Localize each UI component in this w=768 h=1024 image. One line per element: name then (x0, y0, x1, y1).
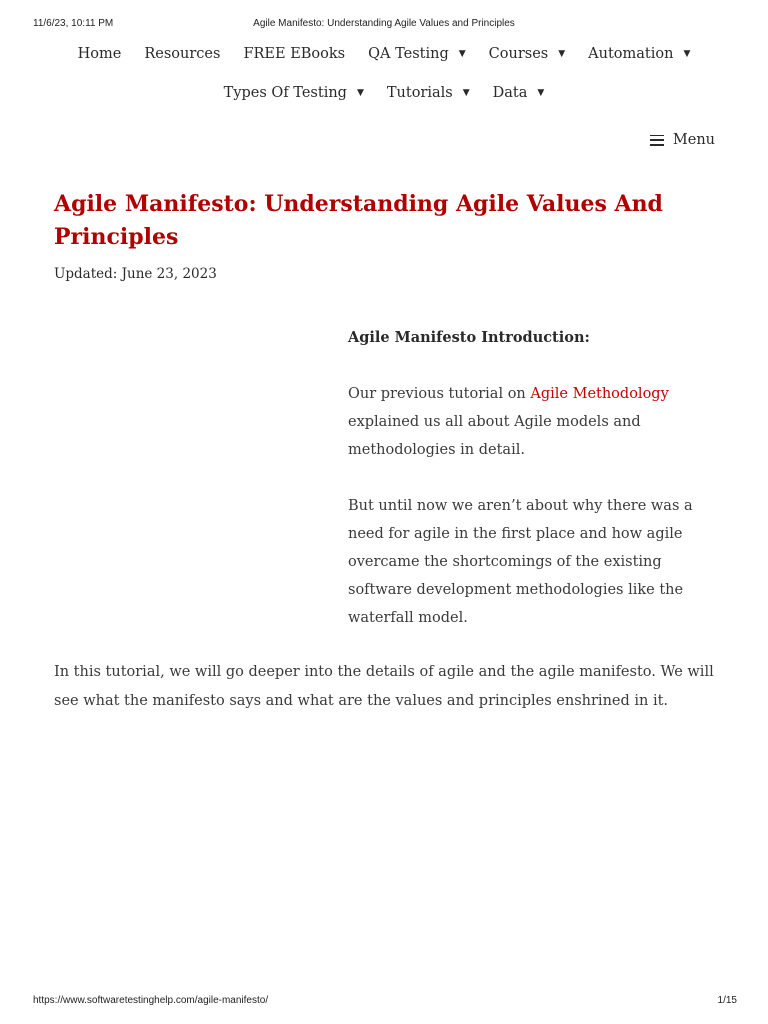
nav-item-label: FREE EBooks (243, 46, 346, 62)
nav-item-data[interactable] (493, 85, 545, 101)
nav-item-label: Types Of Testing (223, 85, 347, 101)
primary-nav-row-1 (0, 46, 768, 62)
intro-paragraph-1 (348, 380, 708, 464)
updated-date: Updated: June 23, 2023 (54, 266, 217, 282)
nav-item-automation[interactable] (588, 46, 690, 62)
caret-down-icon: ▼ (683, 49, 691, 59)
nav-item-resources[interactable] (144, 46, 220, 62)
print-datetime: 11/6/23, 10:11 PM (33, 18, 114, 29)
nav-item-label: Automation (588, 46, 674, 62)
caret-down-icon: ▼ (458, 49, 466, 59)
menu-toggle-label: Menu (672, 132, 715, 148)
intro-text-before-link: Our previous tutorial on (348, 386, 531, 402)
caret-down-icon: ▼ (558, 49, 566, 59)
article-paragraph: In this tutorial, we will go deeper into the details of agile and the agile manifesto. We will see what the manifesto says and what are the values and principles enshrined in it. (54, 664, 714, 709)
nav-item-label: Data (492, 85, 528, 101)
print-page-number: 1/15 (717, 995, 737, 1006)
print-doc-title: Agile Manifesto: Understanding Agile Values and Principles (253, 18, 515, 29)
nav-item-label: Tutorials (386, 85, 453, 101)
hamburger-icon (650, 135, 664, 146)
caret-down-icon: ▼ (356, 88, 364, 98)
print-url: https://www.softwaretestinghelp.com/agile-manifesto/ (33, 995, 269, 1006)
caret-down-icon: ▼ (462, 88, 470, 98)
print-header (0, 18, 768, 32)
nav-item-label: QA Testing (368, 46, 449, 62)
intro-text-after-link: explained us all about Agile models and methodologies in detail. (348, 414, 641, 458)
nav-item-courses[interactable] (489, 46, 565, 62)
agile-methodology-link[interactable]: Agile Methodology (530, 386, 669, 402)
nav-item-label: Home (77, 46, 122, 62)
nav-item-label: Courses (488, 46, 549, 62)
nav-item-qa-testing[interactable] (368, 46, 466, 62)
nav-item-home[interactable] (78, 46, 122, 62)
intro-column (348, 324, 708, 660)
caret-down-icon: ▼ (537, 88, 545, 98)
nav-item-label: Resources (144, 46, 221, 62)
nav-item-types-of-testing[interactable] (224, 85, 364, 101)
page-title: Agile Manifesto: Understanding Agile Values And Principles (54, 191, 663, 250)
nav-item-free-ebooks[interactable] (243, 46, 345, 62)
intro-paragraph-2: But until now we aren’t about why there was a need for agile in the first place and how agile overcame the shortcomings of the existing software development methodologies like the waterfall model. (348, 498, 693, 626)
nav-item-tutorials[interactable] (387, 85, 470, 101)
primary-nav-row-2 (0, 85, 768, 101)
menu-toggle-button[interactable] (650, 132, 715, 148)
intro-heading: Agile Manifesto Introduction: (348, 329, 590, 346)
print-footer (0, 995, 768, 1009)
